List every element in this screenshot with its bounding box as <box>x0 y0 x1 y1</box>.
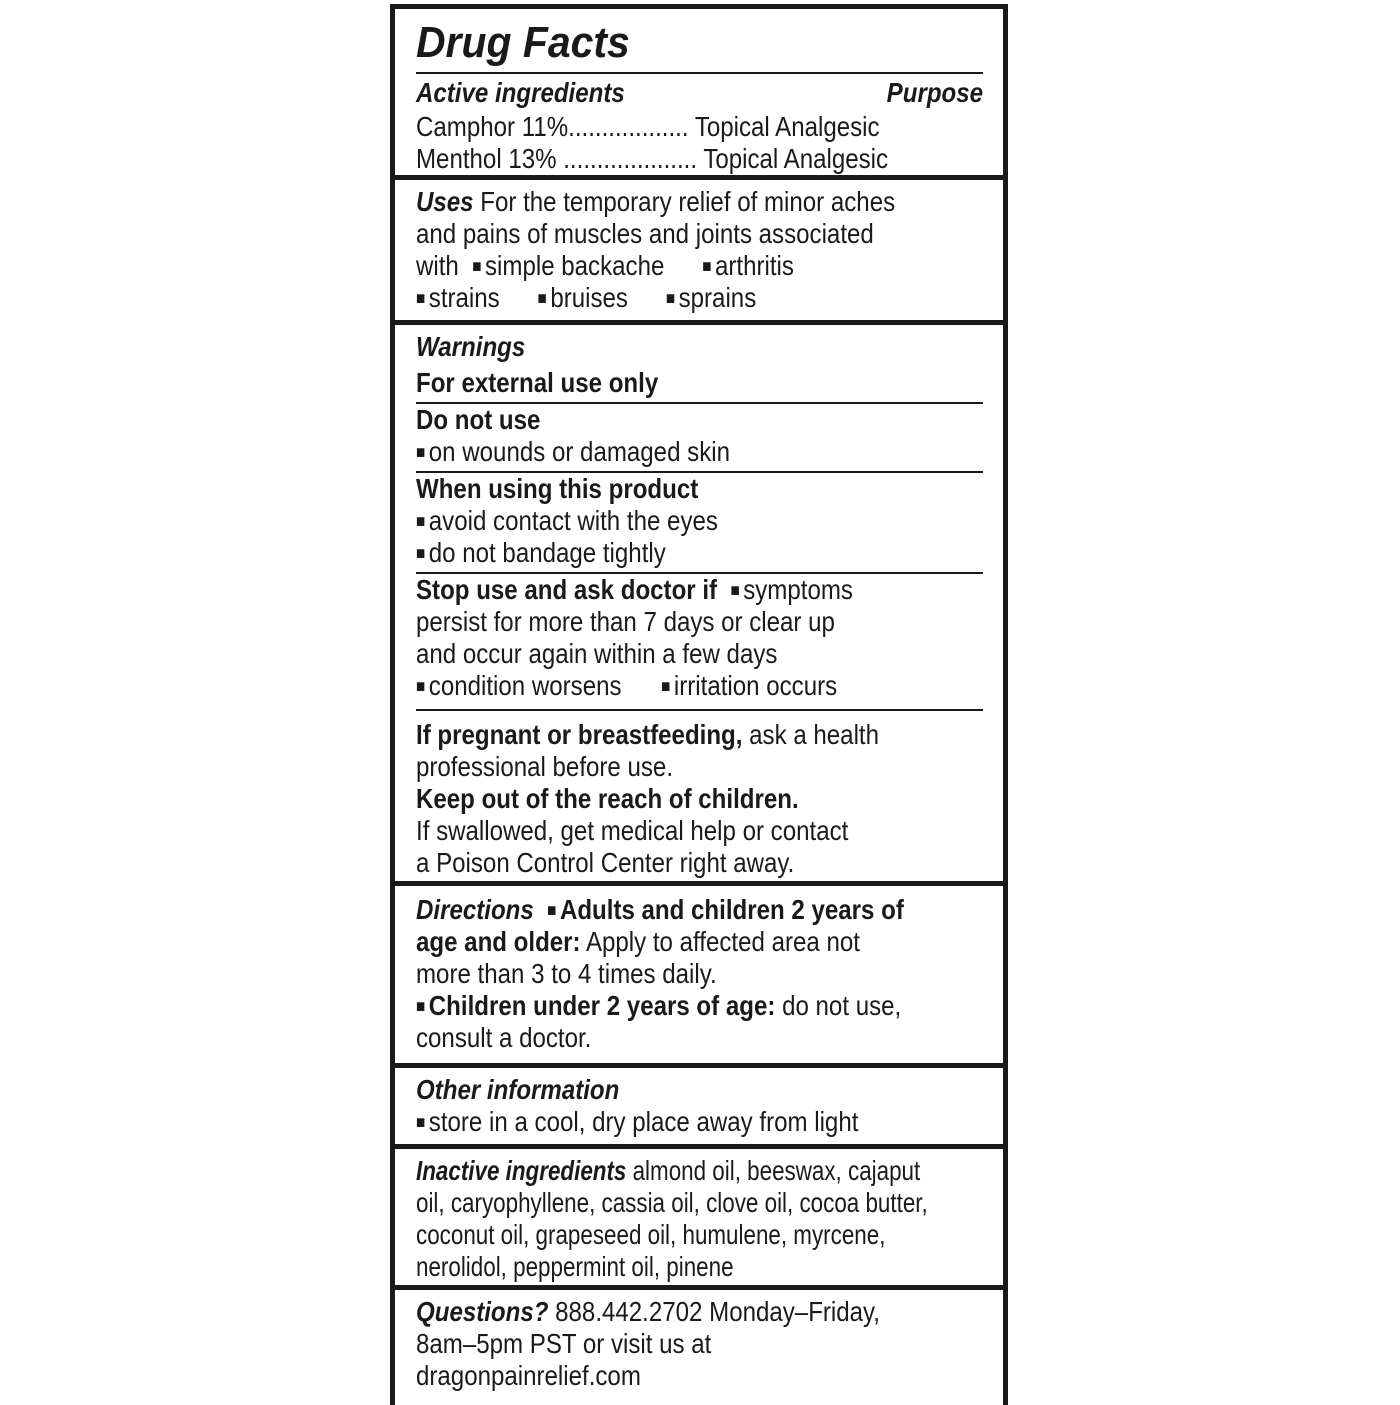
drug-facts-panel <box>390 4 1008 1405</box>
active-ingredients-heading: Active ingredients <box>416 77 625 108</box>
leader-dots: .................. <box>568 111 689 142</box>
pregnant-warning-text: ask a health <box>742 719 880 750</box>
directions-text: more than 3 to 4 times daily. <box>416 958 717 989</box>
warning-item: and occur again within a few days <box>416 638 778 669</box>
use-item: arthritis <box>714 250 794 281</box>
directions-heading: Directions <box>416 894 534 925</box>
warning-item: do not bandage tightly <box>428 537 666 568</box>
warnings-heading: Warnings <box>416 331 526 362</box>
ingredient-purpose: Topical Analgesic <box>694 111 880 142</box>
bullet-icon: ■ <box>416 996 426 1016</box>
directions-text: Apply to affected area not <box>580 926 860 957</box>
uses-section <box>395 180 1003 320</box>
inactive-ingredients-text: oil, caryophyllene, cassia oil, clove oil, cocoa butter, <box>416 1187 928 1218</box>
external-use-heading: For external use only <box>416 367 659 398</box>
warning-item: on wounds or damaged skin <box>428 436 730 467</box>
directions-children-bold: Children under 2 years of age: <box>428 990 776 1021</box>
ingredient-name: Camphor 11% <box>416 111 569 142</box>
directions-text: do not use, <box>775 990 902 1021</box>
bullet-icon: ■ <box>547 900 557 920</box>
bullet-icon: ■ <box>730 580 740 600</box>
keep-out-warning: Keep out of the reach of children. <box>416 783 799 814</box>
active-ingredient-row <box>416 143 888 175</box>
uses-text: and pains of muscles and joints associated <box>416 218 874 249</box>
use-item: bruises <box>550 282 628 313</box>
other-information-section <box>395 1068 1003 1144</box>
bullet-icon: ■ <box>665 288 676 308</box>
bullet-icon: ■ <box>416 288 426 308</box>
warning-item: symptoms <box>743 574 853 605</box>
questions-text: 8am–5pm PST or visit us at <box>416 1328 712 1359</box>
directions-adults-bold: Adults and children 2 years of <box>559 894 904 925</box>
warning-item: persist for more than 7 days or clear up <box>416 606 835 637</box>
bullet-icon: ■ <box>702 256 712 276</box>
website-text: dragonpainrelief.com <box>416 1360 641 1391</box>
warning-item: irritation occurs <box>673 670 838 701</box>
questions-heading: Questions? <box>416 1296 549 1327</box>
use-item: simple backache <box>485 250 665 281</box>
uses-heading: Uses <box>416 186 474 217</box>
directions-text: consult a doctor. <box>416 1022 592 1053</box>
pregnant-warning-bold: If pregnant or breastfeeding, <box>416 719 743 750</box>
inactive-ingredients-text: coconut oil, grapeseed oil, humulene, myrcene, <box>416 1219 886 1250</box>
uses-text: For the temporary relief of minor aches <box>473 186 896 217</box>
bullet-icon: ■ <box>537 288 547 308</box>
do-not-use-heading: Do not use <box>416 404 541 435</box>
warning-item: condition worsens <box>428 670 622 701</box>
questions-section <box>395 1290 1003 1405</box>
inactive-ingredients-text: nerolidol, peppermint oil, pinene <box>416 1251 734 1282</box>
bullet-icon: ■ <box>416 543 426 563</box>
warning-item: avoid contact with the eyes <box>428 505 718 536</box>
inactive-ingredients-text: almond oil, beeswax, cajaput <box>626 1155 921 1186</box>
use-item: sprains <box>678 282 757 313</box>
bullet-icon: ■ <box>472 256 482 276</box>
ingredient-purpose: Topical Analgesic <box>703 143 889 174</box>
uses-text: with <box>416 250 459 281</box>
bullet-icon: ■ <box>416 1112 426 1132</box>
purpose-heading: Purpose <box>886 77 983 108</box>
drug-facts-title: Drug Facts <box>416 18 630 67</box>
when-using-heading: When using this product <box>416 473 699 504</box>
directions-section <box>395 886 1003 1063</box>
questions-text: 888.442.2702 Monday–Friday, <box>548 1296 881 1327</box>
swallowed-warning: If swallowed, get medical help or contact <box>416 815 849 846</box>
bullet-icon: ■ <box>416 511 426 531</box>
title-divider <box>416 72 983 74</box>
directions-adults-bold: age and older: <box>416 926 581 957</box>
bullet-icon: ■ <box>661 676 671 696</box>
stop-use-heading: Stop use and ask doctor if <box>416 574 718 605</box>
warnings-divider <box>416 709 983 711</box>
swallowed-warning: a Poison Control Center right away. <box>416 847 795 878</box>
active-ingredient-row <box>416 111 880 143</box>
bullet-icon: ■ <box>416 442 426 462</box>
other-information-item: store in a cool, dry place away from light <box>428 1106 859 1137</box>
warnings-section <box>395 325 1003 881</box>
use-item: strains <box>428 282 500 313</box>
other-information-heading: Other information <box>416 1074 620 1105</box>
bullet-icon: ■ <box>416 676 426 696</box>
ingredient-name: Menthol 13% <box>416 143 557 174</box>
pregnant-warning-text: professional before use. <box>416 751 674 782</box>
inactive-ingredients-section <box>395 1149 1003 1285</box>
leader-dots: .................... <box>556 143 698 174</box>
inactive-ingredients-heading: Inactive ingredients <box>416 1155 627 1186</box>
active-ingredients-section <box>395 9 1003 175</box>
